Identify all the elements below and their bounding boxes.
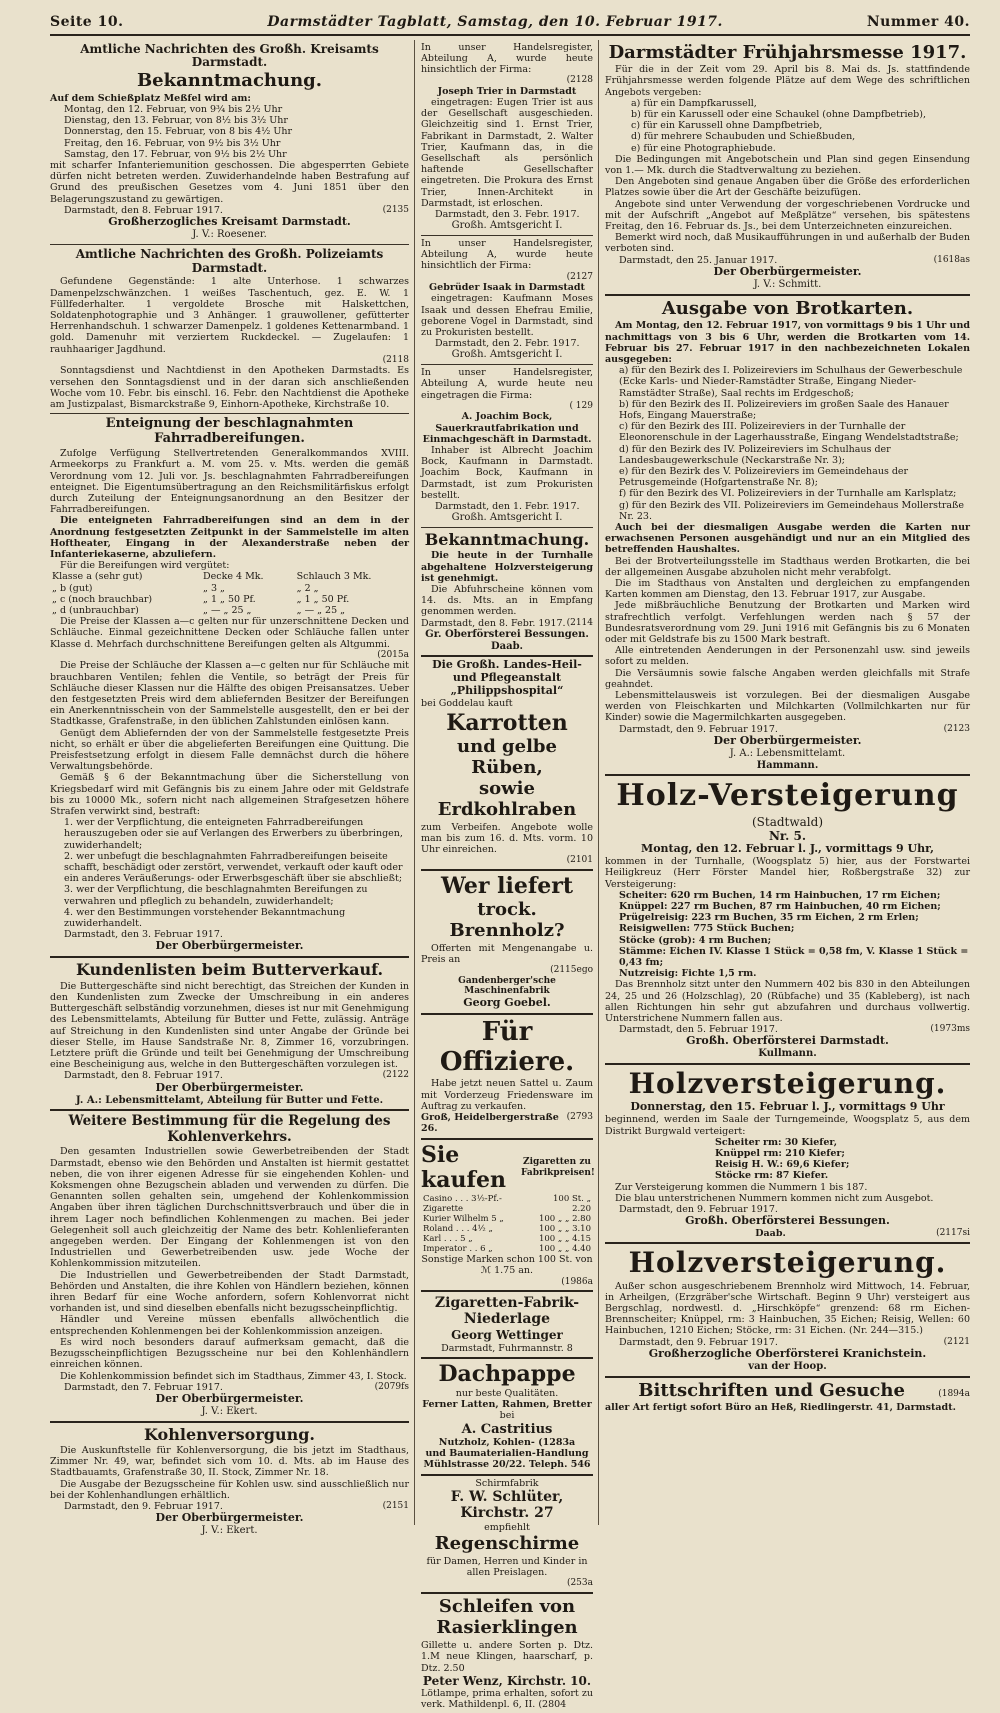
notice-holzversteigerung-stadtwald: [605, 776, 970, 1065]
list-item: Scheiter rm: 30 Kiefer,: [715, 1136, 838, 1148]
list-item: e) für den Bezirk des V. Polizeireviers im Gemeindehaus der Petrusgemeinde (Hofgartenstraße Nr. 8);: [619, 465, 909, 489]
signature: Der Oberbürgermeister.: [155, 939, 304, 953]
paragraph: Es wird noch besonders darauf aufmerksam gemacht, daß die Bezugsscheinpflichtigen Bezugsscheine nur bei den Kohlenhändlern einreichen können.: [50, 1336, 409, 1371]
signature-name: J. A.: Lebensmittelamt, Abteilung für Butter und Fette.: [75, 1094, 384, 1106]
ad-headline: Sie kaufen: [421, 1141, 506, 1193]
table-row: [421, 1244, 593, 1254]
ad-code: (2122: [382, 1070, 409, 1081]
notice-date: Darmstadt, den 2. Febr. 1917.: [435, 338, 580, 350]
ad-headline: Bittschriften und Gesuche: [638, 1379, 905, 1401]
table-cell: Schlauch 3 Mk.: [296, 571, 372, 583]
schedule-day: Donnerstag, den 15. Februar, von 8 bis 4½ Uhr: [64, 126, 293, 138]
signature: Großh. Oberförsterei Bessungen.: [685, 1214, 890, 1228]
ad-headline: trock. Brennholz?: [449, 899, 565, 941]
table-cell: „ d (unbrauchbar): [52, 604, 139, 616]
list-item: e) für eine Photographiebude.: [631, 142, 776, 154]
paragraph: Gemäß § 6 der Bekanntmachung über die Sicherstellung von Kriegsbedarf wird mit Gefängnis bis zu einem Jahre oder mit Geldstrafe bis zu 10000 Mk., sofern nicht nach allgemeinen Strafgesetzen höhere Strafen verwirkt sind, bestraft:: [50, 772, 409, 818]
list-item: d) für den Bezirk des IV. Polizeireviers im Schulhaus der Landesbaugewerkschule (Neckarstraße Nr. 3);: [619, 443, 891, 466]
list-item: Stöcke (grob): 4 rm Buchen;: [619, 934, 772, 946]
paragraph: kommen in der Turnhalle, (Woogsplatz 5) hier, aus der Forstwartei Heiligkreuz (Herr Förster Mandel hier, Roßbergstraße 32) zur Versteigerung:: [605, 856, 970, 890]
signature: Der Oberbürgermeister.: [155, 1391, 304, 1405]
notice-date: Darmstadt, den 8. Februar 1917.: [64, 1070, 223, 1082]
paragraph: Die Ausgabe der Bezugsscheine für Kohlen usw. sind ausschließlich nur bei der Kohlenhandlungen erhältlich.: [50, 1478, 409, 1501]
ad-headline: Zigaretten-Fabrik-Niederlage: [434, 1295, 580, 1328]
section-title: Amtliche Nachrichten des Großh. Polizeiamts Darmstadt.: [75, 246, 384, 275]
paragraph: In unser Handelsregister, Abteilung A, wurde heute hinsichtlich der Firma:: [421, 237, 593, 272]
table-cell: 100 „ „ 2.80: [538, 1214, 591, 1225]
paragraph: eingetragen: Eugen Trier ist aus der Gesellschaft ausgeschieden. Gleichzeitig sind 1. Ernst Trier, Fabrikant in Darmstadt, 2. Walter Trier, Kaufmann das, in die Gesellschaft als persönlich haftende Gesellschafter eingetreten. Die Prokura des Ernst Trier, Innen-Architekt in Darmstadt, ist erloschen.: [421, 96, 593, 209]
page-header: [50, 14, 970, 36]
table-cell: „ c (noch brauchbar): [52, 593, 153, 605]
table-cell: „ — „ 25 „: [203, 604, 252, 616]
list-item: Stämme: Eichen IV. Klasse 1 Stück = 0,58 fm, V. Klasse 1 Stück = 0,43 fm;: [619, 945, 969, 968]
schedule-day: Montag, den 12. Februar, von 9¾ bis 2½ Uhr: [64, 104, 283, 115]
signature-name: van der Hoop.: [748, 1360, 827, 1372]
ad-code: (2151: [382, 1501, 409, 1512]
paragraph: nur beste Qualitäten.: [455, 1388, 559, 1400]
paragraph: Angebote sind unter Verwendung der vorgeschriebenen Vordrucke und mit der Aufschrift „Angebot auf Meßplätze“ versehen, bis spätestens Freitag, den 16. Februar ds. Js., bei dem Unterzeichneten einzureichen.: [605, 198, 970, 233]
paragraph: Die im Stadthaus von Anstalten und dergleichen zu empfangenden Karten kommen am Dienstag, den 13. Februar 1917, zur Ausgabe.: [605, 577, 970, 601]
column-1: [50, 40, 415, 1537]
paragraph: Die blau unterstrichenen Nummern kommen nicht zum Ausgebot.: [615, 1192, 934, 1204]
signature: Der Oberbürgermeister.: [713, 264, 862, 278]
paragraph: Lebensmittelausweis ist vorzulegen. Bei der diesmaligen Ausgabe werden von Fleischkarten und Milchkarten (Vollmilchkarten nur für Kinder) sowie die Magermilchkarten ausgegeben.: [605, 690, 970, 724]
column-2: [421, 40, 599, 1711]
ad-code: (1973ms: [930, 1024, 970, 1035]
firm-name: F. W. Schlüter, Kirchstr. 27: [450, 1488, 564, 1522]
notice-date: Darmstadt, den 9. Februar 1917.: [619, 1336, 778, 1348]
signature: Großh. Amtsgericht I.: [451, 349, 563, 361]
list-item: 1. wer der Verpflichtung, die enteigneten Fahrradbereifungen herauszugeben oder sie auf Verlangen des Erwerbers zu überbringen, zuwiderhandelt;: [64, 817, 403, 851]
list-item: Knüppel rm: 210 Kiefer;: [715, 1147, 845, 1159]
paragraph: Zufolge Verfügung Stellvertretenden Generalkommandos XVIII. Armeekorps zu Frankfurt a. M. vom 25. v. Mts. werden die gemäß Verordnung vom 12. Juli vor. Js. beschlagnahmten Fahrradbereifungen enteignet. Die Eigentumsübertragung an den Reichsmilitärfiskus erfolgt durch Zuteilung der Enteignungsanordnung an den Besitzer der Fahrradbereifungen.: [50, 448, 409, 516]
list-item: a) für ein Dampfkarussell,: [631, 97, 757, 109]
list-item: Reisig H. W.: 69,6 Kiefer;: [715, 1159, 850, 1171]
paragraph: Offerten mit Mengenangabe u. Preis an: [421, 942, 593, 965]
list-item: 2. wer unbefugt die beschlagnahmten Fahrradbereifungen beiseite schafft, beschädigt oder zerstört, verwendet, verkauft oder kauft oder ein anderes Veräußerungs- oder Erwerbsgeschäft über sie abschließt;: [64, 850, 403, 885]
paragraph: Die Buttergeschäfte sind nicht berechtigt, das Streichen der Kunden in den Kundenlisten zum Zwecke der Umschreibung in ein anderes Buttergeschäft selbständig vorzunehmen, dieses ist nur mit Genehmigung des Lebensmittelamts, Abteilung für Butter und Fette, zulässig. Anträge auf Streichung in den Kundenlisten sind unter Angabe der Gründe bei dieser Stelle, im Hause Sandstraße Nr. 8, Zimmer 16, vorzubringen. Letztere prüft die Gründe und teilt bei Genehmigung der Umschreibung eine Bescheinigung aus, welche in den Buttergeschäften vorzulegen ist.: [50, 980, 409, 1071]
notice-when: Montag, den 12. Februar l. J., vormittags 9 Uhr,: [641, 842, 934, 856]
notice-title: Bekanntmachung.: [136, 70, 323, 92]
notice-title: Weitere Bestimmung für die Regelung des Kohlenverkehrs.: [68, 1113, 391, 1145]
table-cell: „ 3 „: [203, 582, 225, 594]
paragraph: beginnend, werden im Saale der Turngemeinde, Woogsplatz 5, aus dem Distrikt Burgwald verteigert:: [605, 1114, 970, 1137]
table-cell: „ — „ 25 „: [296, 604, 346, 616]
ad-code: (253a: [566, 1578, 593, 1589]
ad-subheading: bei Goddelau kauft: [421, 698, 513, 710]
notice-title: Holzversteigerung.: [628, 1067, 947, 1101]
ad-headline: Rasierklingen: [436, 1617, 578, 1639]
notice-holzversteigerung-burgwald: [605, 1065, 970, 1244]
table-cell: „ 1 „ 50 Pf.: [296, 593, 350, 605]
masthead: Darmstädter Tagblatt, Samstag, den 10. Februar 1917.: [267, 14, 723, 30]
notice-subtitle: (Stadtwald): [751, 814, 823, 829]
list-item: c) für ein Karussell ohne Dampfbetrieb,: [631, 120, 823, 132]
paragraph: empfiehlt: [484, 1521, 530, 1533]
notice-title: Holz-Versteigerung: [616, 778, 959, 814]
schedule-day: Dienstag, den 13. Februar, von 8½ bis 3½ Uhr: [64, 115, 288, 127]
ad-rasierklingen: [421, 1594, 593, 1713]
ad-headline: Wer liefert: [440, 872, 574, 899]
signature: Großherzogliches Kreisamt Darmstadt.: [108, 215, 351, 229]
notice-kohlenverkehr: [50, 1111, 409, 1422]
ad-code: (2015a: [377, 649, 409, 660]
signature-name: J. V.: Schmitt.: [753, 278, 822, 290]
paragraph: Bei der Brotverteilungsstelle im Stadthaus werden Brotkarten, die bei der allgemeinen Ausgabe abzuholen nicht mehr verabfolgt.: [605, 555, 970, 578]
ad-code: (1618as: [933, 254, 970, 265]
list-item: Scheiter: 620 rm Buchen, 14 rm Hainbuchen, 17 rm Eichen;: [619, 889, 941, 901]
table-cell: Decke 4 Mk.: [203, 571, 264, 583]
table-cell: Casino . . . 3½-Pf.-Zigarette: [423, 1194, 502, 1215]
notice-body: mit scharfer Infanteriemunition geschossen. Die abgesperrten Gebiete dürfen nicht betreten werden. Zuwiderhandelnde haben Bestrafung auf Grund des preußischen Gesetzes vom 4. Juni 1851 über den Belagerungszustand zu gewärtigen.: [50, 160, 409, 205]
notice-number: Nr. 5.: [768, 829, 807, 844]
signature-name: J. V.: Roesener.: [192, 229, 267, 240]
ad-headline: sowie Erdkohlraben: [437, 778, 577, 820]
list-item: g) für den Bezirk des VII. Polizeireviers im Gemeindehaus Mollerstraße Nr. 23.: [619, 499, 965, 522]
ad-headline: Regenschirme: [434, 1533, 580, 1555]
paragraph: Die Abfuhrscheine können vom 14. ds. Mts. an in Empfang genommen werden.: [421, 584, 593, 618]
signature: Großherzogliche Oberförsterei Kranichstein.: [648, 1346, 927, 1360]
signature: Der Oberbürgermeister.: [155, 1080, 304, 1094]
ad-headline: und gelbe Rüben,: [457, 735, 557, 778]
notice-date: Darmstadt, den 8. Februar 1917.: [64, 204, 223, 216]
table-cell: Imperator . . 6 „: [423, 1244, 493, 1255]
table-cell: Karl . . . 5 „: [423, 1234, 473, 1245]
list-item: c) für den Bezirk des III. Polizeireviers in der Turnhalle der Eleonorenschule in der Lagerhausstraße, Eingang Wendelstadtstraße;: [619, 421, 959, 444]
paragraph: Lötlampe, prima erhalten, sofort zu verk. Mathildenpl. 6, II. (2804: [421, 1687, 593, 1711]
table-cell: 100 „ „ 3.10: [538, 1224, 591, 1235]
signature-name: Kullmann.: [758, 1048, 817, 1060]
signature-name: Daab.: [755, 1228, 786, 1240]
firm-name: Gandenberger'sche Maschinenfabrik: [458, 975, 556, 997]
notice-fruehjahrsmesse: [605, 40, 970, 296]
price-table: [421, 1194, 593, 1254]
notice-date: Darmstadt, den 8. Febr. 1917.: [421, 617, 566, 629]
ad-code: (2127: [566, 271, 593, 282]
firm-name: Gebrüder Isaak in Darmstadt: [429, 282, 585, 294]
notice-title: Enteignung der beschlagnahmten Fahrradbereifungen.: [105, 416, 354, 447]
schedule-day: Freitag, den 16. Februar, von 9½ bis 3½ Uhr: [64, 137, 281, 149]
register-entry-bock: [421, 365, 593, 528]
paragraph: Ferner Latten, Rahmen, Bretter: [422, 1399, 592, 1411]
register-entry-isaak: [421, 236, 593, 365]
paragraph: Die Versäumnis sowie falsche Angaben werden gleichfalls mit Strafe geahndet.: [605, 667, 970, 690]
paragraph: Händler und Vereine müssen ebenfalls allwöchentlich die entsprechenden Kohlenmengen bei der Kohlenkommission anzeigen.: [50, 1314, 409, 1337]
table-row: [421, 1214, 593, 1224]
paragraph: aller Art fertigt sofort Büro an Heß, Riedlingerstr. 41, Darmstadt.: [605, 1402, 956, 1414]
ad-subheading: Zigaretten zu Fabrikpreisen!: [521, 1157, 595, 1178]
ad-code: (2121: [943, 1336, 970, 1347]
table-row: [421, 1224, 593, 1234]
list-item: Stöcke rm: 87 Kiefer.: [715, 1170, 829, 1182]
paragraph: Gillette u. andere Sorten p. Dtz. 1.M neue Klingen, haarscharf, p. Dtz. 2.50: [421, 1640, 593, 1674]
paragraph: bei: [499, 1410, 515, 1422]
ad-code: (1986a: [561, 1276, 593, 1287]
found-items: Gefundene Gegenstände: 1 alte Unterhose. 1 schwarzes Damenpelzschwänzchen. 1 weißes Taschentuch, gez. E. W. 1 Füllfederhalter. 1 vergoldete Brosche mit Halskettchen, Soldatenphotographie und 3 Anhänger. 1 grauwollener, gefütterter Herrenhandschuh. 1 schwarzer Damenpelz. 1 goldenes Kettenarmband. 1 gold. Damenuhr mit verziertem Ruckdeckel. — Zugelaufen: 1 rauhhaariger Jagdhund.: [50, 276, 409, 355]
paragraph: Die Bedingungen mit Angebotschein und Plan sind gegen Einsendung von 1.— Mk. durch die Stadtverwaltung zu beziehen.: [605, 153, 970, 177]
paragraph: Zur Versteigerung kommen die Nummern 1 bis 187.: [615, 1181, 868, 1193]
list-item: Reisigwellen: 775 Stück Buchen;: [619, 923, 795, 935]
notice-polizei: [50, 245, 409, 414]
ad-code: (2115ego: [550, 964, 593, 975]
ad-code: (2135: [382, 204, 409, 215]
address: Darmstadt, Fuhrmannstr. 8: [441, 1342, 573, 1354]
paragraph: In unser Handelsregister, Abteilung A, wurde heute hinsichtlich der Firma:: [421, 41, 593, 75]
notice-date: Darmstadt, den 25. Januar 1917.: [619, 254, 778, 266]
paragraph: Den Angeboten sind genaue Angaben über die Größe des erforderlichen Platzes sowie über die Art der Geschäfte beizufügen.: [605, 176, 970, 199]
list-item: 4. wer den Bestimmungen vorstehender Bekanntmachung zuwiderhandelt.: [64, 906, 346, 930]
notice-date: Darmstadt, den 9. Februar 1917.: [619, 723, 778, 735]
table-row: [50, 583, 409, 594]
paragraph: Am Montag, den 12. Februar 1917, von vormittags 9 bis 1 Uhr und nachmittags von 3 bis 6 Uhr, werden die Brotkarten vom 14. Februar bis 27. Februar 1917 in den nachbezeichneten Lokalen ausgegeben:: [605, 320, 970, 365]
notice-holzversteigerung-kranichstein: [605, 1244, 970, 1377]
signature-name: Daab.: [490, 640, 524, 652]
signature: Gr. Oberförsterei Bessungen.: [425, 628, 589, 640]
ad-code: (2114: [566, 617, 593, 628]
notice-brotkarten: [605, 296, 970, 777]
notice-kohlenversorgung: [50, 1423, 409, 1540]
notice-when: Donnerstag, den 15. Februar l. J., vormittags 9 Uhr: [630, 1100, 945, 1114]
ad-offiziere: [421, 1015, 593, 1140]
table-cell: 100 St. „ 2.20: [553, 1194, 591, 1215]
table-cell: 100 „ „ 4.15: [538, 1234, 591, 1245]
address: Mühlstrasse 20/22. Teleph. 546: [423, 1459, 591, 1471]
paragraph: Die Auskunftstelle für Kohlenversorgung, die bis jetzt im Stadthaus, Zimmer Nr. 49, war, befindet sich vom 10. d. Mts. ab im Hause des Stadtbauamts, Grafenstraße 30, II. Stock, Zimmer Nr. 18.: [50, 1445, 409, 1479]
ad-headline: Dachpappe: [438, 1360, 576, 1387]
table-row: [50, 571, 409, 582]
signature: Der Oberbürgermeister.: [155, 1511, 304, 1525]
ad-code: (1894a: [938, 1388, 970, 1399]
column-3: [605, 40, 970, 1525]
firm-name: Georg Wettinger: [451, 1328, 563, 1343]
paragraph: In unser Handelsregister, Abteilung A, wurde heute neu eingetragen die Firma:: [421, 367, 593, 401]
ad-headline: Für Offiziere.: [439, 1016, 575, 1077]
ad-dachpappe: [421, 1359, 593, 1476]
paragraph: Bemerkt wird noch, daß Musikaufführungen in und außerhalb der Buden verboten sind.: [605, 232, 970, 255]
columns: [50, 40, 970, 1711]
paragraph: Die Preise der Klassen a—c gelten nur für unzerschnittene Decken und Schläuche. Einmal gezeichnittene Decken oder Schläuche fallen unter Klasse d. Mehrfach durchschnittene Bereifungen gelten als Altgummi.: [50, 616, 409, 650]
table-row: [421, 1194, 593, 1214]
table-cell: Roland . . . 4½ „: [423, 1224, 493, 1235]
signature: Großh. Oberförsterei Darmstadt.: [686, 1034, 889, 1048]
paragraph: Auch bei der diesmaligen Ausgabe werden die Karten nur erwachsenen Personen ausgehändigt und nur an ein Mitglied des betreffenden Haushaltes.: [605, 521, 970, 556]
table-row: [50, 594, 409, 605]
ad-code: (2079fs: [374, 1381, 409, 1392]
paragraph: Habe jetzt neuen Sattel u. Zaum mit Vorderzeug Friedensware im Auftrag zu verkaufen.: [421, 1078, 593, 1112]
notice-title: Holzversteigerung.: [628, 1246, 947, 1280]
ad-heading: Die Großh. Landes-Heil- und Pflegeanstalt „Philippshospital“: [432, 658, 582, 698]
notice-date: Darmstadt, den 3. Febr. 1917.: [435, 208, 580, 220]
section-title: Amtliche Nachrichten des Großh. Kreisamts Darmstadt.: [80, 41, 379, 70]
pharmacy-duty: Sonntagsdienst und Nachtdienst in den Apotheken Darmstadts. Es versehen den Sonntagsdienst und in der daran sich anschließenden Woche vom 10. Febr. bis einschl. 16. Febr. den Nachtdienst die Apotheke am Justizpalast, Bismarckstraße 9, Einhorn-Apotheke, Kirchstraße 10.: [50, 365, 409, 411]
list-item: b) für ein Karussell oder eine Schaukel (ohne Dampfbetrieb),: [631, 109, 926, 121]
notice-title: Kundenlisten beim Butterverkauf.: [75, 960, 384, 980]
ad-code: (2793: [566, 1112, 593, 1123]
ad-headline: Schleifen von: [438, 1595, 576, 1617]
paragraph: Alle eintretenden Aenderungen in der Personenzahl usw. sind jeweils sofort zu melden.: [605, 645, 970, 668]
notice-intro: Auf dem Schießplatz Meßfel wird am:: [50, 92, 251, 104]
paragraph: Die heute in der Turnhalle abgehaltene Holzversteigerung ist genehmigt.: [421, 550, 593, 584]
list-item: f) für den Bezirk des VI. Polizeireviers in der Turnhalle am Karlsplatz;: [619, 488, 957, 500]
notice-enteignung: [50, 414, 409, 958]
firm-name: Georg Goebel.: [463, 995, 551, 1009]
paragraph: Den gesamten Industriellen sowie Gewerbetreibenden der Stadt Darmstadt, ebenso wie den Behörden und Anstalten ist hiermit gestattet neben, die von ihrer eigenen Adresse für sie eingehenden Kohlen- und Koksmengen ohne Bezugschein abladen und verwenden zu dürfen. Die Genannten sollen gehalten sein, umgehend der Kohlenkommission Angaben über ihren täglichen Durchschnittsverbrauch und über die in ihrem Lager noch befindlichen Kohlenmengen zu machen. Bei jeder Gelegenheit soll auch gleichzeitig der Name des betr. Kohlenlieferanten angegeben werden. Der Eingang der Kohlenmengen ist von den Industriellen und Gewerbetreibenden usw. jede Woche der Kohlenkommission mitzuteilen.: [50, 1146, 409, 1270]
signature: Der Oberbürgermeister.: [713, 733, 862, 747]
paragraph: Jede mißbräuchliche Benutzung der Brotkarten und Marken wird strafrechtlich verfolgt. Verfehlungen werden nach § 57 der Bundesratsverordnung vom 29. Juni 1916 mit Gefängnis bis zu 6 Monaten oder mit Geldstrafe bis zu 1500 Mark bestraft.: [605, 600, 970, 645]
notice-date: Darmstadt, den 1. Febr. 1917.: [435, 501, 580, 513]
table-cell: Klasse a (sehr gut): [52, 571, 143, 583]
paragraph: zum Verbeifen. Angebote wolle man bis zum 16. d. Mts. vorm. 10 Uhr einreichen.: [421, 821, 593, 856]
ad-code: (2118: [382, 354, 409, 365]
ad-code: (2101: [566, 855, 593, 866]
firm-name: Peter Wenz, Kirchstr. 10.: [422, 1673, 592, 1688]
signature-name: Hammann.: [756, 759, 819, 771]
paragraph: Die Preise der Schläuche der Klassen a—c gelten nur für Schläuche mit brauchbaren Ventilen; fehlen die Ventile, so beträgt der Preis für Schläuche dieser Klassen nur die Hälfte des obigen Preisansatzes. Ueber den festgesetzten Preis wird dem abliefernden Besitzer der Bereifungen ein Anerkenntnisschein von der Sammelstelle ausgestellt, den er bei der Stadtkasse, Grafenstraße, in den üblichen Zahlstunden einlösen kann.: [50, 660, 409, 728]
paragraph: für Damen, Herren und Kinder in allen Preislagen.: [426, 1555, 588, 1578]
notice-date: Darmstadt, den 5. Februar 1917.: [619, 1024, 778, 1036]
notice-title: Kohlenversorgung.: [144, 1424, 315, 1444]
ad-schirmfabrik: [421, 1476, 593, 1594]
ad-niederlage: [421, 1292, 593, 1359]
list-item: Nutzreisig: Fichte 1,5 rm.: [619, 968, 757, 980]
paragraph: Außer schon ausgeschriebenem Brennholz wird Mittwoch, 14. Februar, in Arheilgen, (Erzgräber'sche Wirtschaft. Beginn 9 Uhr) versteigert aus Bergschlag, nordwestl. d. „Hirschköpfe“ grenzend: 68 rm Eichen-Brennscheiter; Knüppel, rm: 3 Hainbuchen, 35 Eichen; Reisig, Wellen: 60 Hainbuchen, 1210 Eichen; Stöcke, rm: 31 Eichen. (Nr. 244—315.): [605, 1280, 970, 1337]
ad-brennholz: [421, 871, 593, 1015]
firm-name: Joseph Trier in Darmstadt: [437, 85, 577, 97]
list-item: Prügelreisig: 223 rm Buchen, 35 rm Eichen, 2 rm Erlen;: [619, 912, 919, 924]
table-cell: „ b (gut): [52, 582, 93, 594]
firm-name: A. Castritius: [461, 1421, 553, 1437]
paragraph: Die Industriellen und Gewerbetreibenden der Stadt Darmstadt, Behörden und Anstalten, die ihre Kohlen von Händlern beziehen, können ihren Bedarf für eine Woche anfordern, sofern Kohlenvorrat nicht vorhanden ist, und sind dieselben ebenfalls nicht bezugsscheinpflichtig.: [50, 1269, 409, 1315]
schedule-day: Samstag, den 17. Februar, von 9½ bis 2½ Uhr: [64, 148, 287, 160]
notice-date: Darmstadt, den 9. Februar 1917.: [619, 1203, 778, 1215]
notice-bekanntmachung-2: [421, 528, 593, 657]
firm-name: Groß, Heidelbergerstraße 26.: [421, 1112, 559, 1135]
signature-name: J. V.: Ekert.: [201, 1525, 258, 1537]
ad-code: (2117si: [936, 1228, 970, 1239]
list-item: 3. wer der Verpflichtung, die beschlagnahmten Bereifungen zu verwahren und pfleglich zu behandeln, zuwiderhandelt;: [64, 884, 368, 907]
ad-bittschriften: [605, 1378, 970, 1417]
notice-kreisamt: [50, 40, 409, 245]
signature: Großh. Amtsgericht I.: [451, 220, 563, 232]
paragraph: Die Kohlenkommission befindet sich im Stadthaus, Zimmer 43, I. Stock.: [60, 1370, 407, 1382]
ad-headline: Karrotten: [446, 709, 568, 736]
register-entry-trier: [421, 40, 593, 236]
page-number: Seite 10.: [50, 14, 124, 30]
paragraph: Inhaber ist Albrecht Joachim Bock, Kaufmann in Darmstadt. Joachim Bock, Kaufmann in Darmstadt, ist zum Prokuristen bestellt.: [421, 445, 593, 501]
notice-date: Darmstadt, den 9. Februar 1917.: [64, 1501, 223, 1513]
table-row: [50, 605, 409, 616]
table-cell: 100 „ „ 4.40: [538, 1244, 591, 1255]
ad-code: ( 129: [569, 400, 593, 411]
list-item: a) für den Bezirk des I. Polizeireviers im Schulhaus der Gewerbeschule (Ecke Karls- und Nieder-Ramstädter Straße, Eingang Nieder-Ramstädter Straße), Saal rechts im Erdgeschoß;: [619, 365, 963, 399]
ad-subheading: Schirmfabrik: [475, 1477, 539, 1489]
list-item: d) für mehrere Schaubuden und Schießbuden,: [631, 131, 856, 143]
table-cell: „ 2 „: [296, 582, 319, 594]
price-table: [50, 571, 409, 616]
signature: Großh. Amtsgericht I.: [451, 512, 563, 524]
table-row: [421, 1234, 593, 1244]
paragraph: Genügt dem Abliefernden der von der Sammelstelle festgesetzte Preis nicht, so erhält er über die abgelieferten Bereifungen eine Quittung. Die Preisfestsetzung erfolgt in diesem Falle demnächst durch die höhere Verwaltungsbehörde.: [50, 727, 409, 773]
notice-title: Bekanntmachung.: [424, 530, 590, 550]
paragraph: Für die in der Zeit vom 29. April bis 8. Mai ds. Js. stattfindende Frühjahrsmesse werden folgende Plätze auf dem Wege des schriftlichen Angebots vergeben:: [605, 64, 970, 98]
ad-code: (2128: [566, 75, 593, 86]
table-cell: Kurier Wilhelm 5 „: [423, 1214, 504, 1225]
ad-zigaretten: [421, 1140, 593, 1293]
paragraph: Das Brennholz sitzt unter den Nummern 402 bis 830 in den Abteilungen 24, 25 und 26 (Holzschlag), 20 (Rübfache) und 35 (Kableberg), ist nach allen Richtungen hin sehr gut abzufahren und durchaus vollwertig. Unterstrichene Nummern fallen aus.: [605, 979, 970, 1025]
notice-title: Ausgabe von Brotkarten.: [661, 297, 914, 319]
firm-detail: Nutzholz, Kohlen- (1283a: [438, 1436, 576, 1448]
firm-detail: und Baumaterialien-Handlung: [425, 1448, 589, 1460]
signature-name: J. A.: Lebensmittelamt.: [729, 747, 846, 759]
paragraph: eingetragen: Kaufmann Moses Isaak und dessen Ehefrau Emilie, geborene Vogel in Darmstadt, sind zu Prokuristen bestellt.: [421, 293, 593, 338]
ad-code: (2123: [943, 723, 970, 734]
notice-kundenlisten: [50, 958, 409, 1111]
paragraph: Die enteigneten Fahrradbereifungen sind an dem in der Anordnung festgesetzten Zeitpunkt in der Sammelstelle im alten Hoftheater, Eingang in der Alexanderstraße neben der Infanteriekaserne, abzuliefern.: [50, 515, 409, 560]
issue-number: Nummer 40.: [866, 14, 970, 30]
paragraph: Für die Bereifungen wird vergütet:: [60, 560, 230, 572]
list-item: Knüppel: 227 rm Buchen, 87 rm Hainbuchen, 40 rm Eichen;: [619, 900, 941, 912]
signature-name: J. V.: Ekert.: [201, 1405, 258, 1417]
notice-date: Darmstadt, den 7. Februar 1917.: [64, 1381, 223, 1393]
list-item: b) für den Bezirk des II. Polizeireviers im großen Saale des Hanauer Hofs, Eingang Mauerstraße;: [619, 398, 949, 421]
firm-name: A. Joachim Bock, Sauerkrautfabrikation und Einmachgeschäft in Darmstadt.: [422, 411, 592, 445]
ad-philippshospital: [421, 657, 593, 870]
paragraph: Sonstige Marken schon 100 St. von ℳ 1.75 an.: [421, 1254, 593, 1277]
notice-title: Darmstädter Frühjahrsmesse 1917.: [608, 41, 967, 63]
table-cell: „ 1 „ 50 Pf.: [203, 593, 256, 605]
notice-date: Darmstadt, den 3. Februar 1917.: [64, 929, 223, 941]
